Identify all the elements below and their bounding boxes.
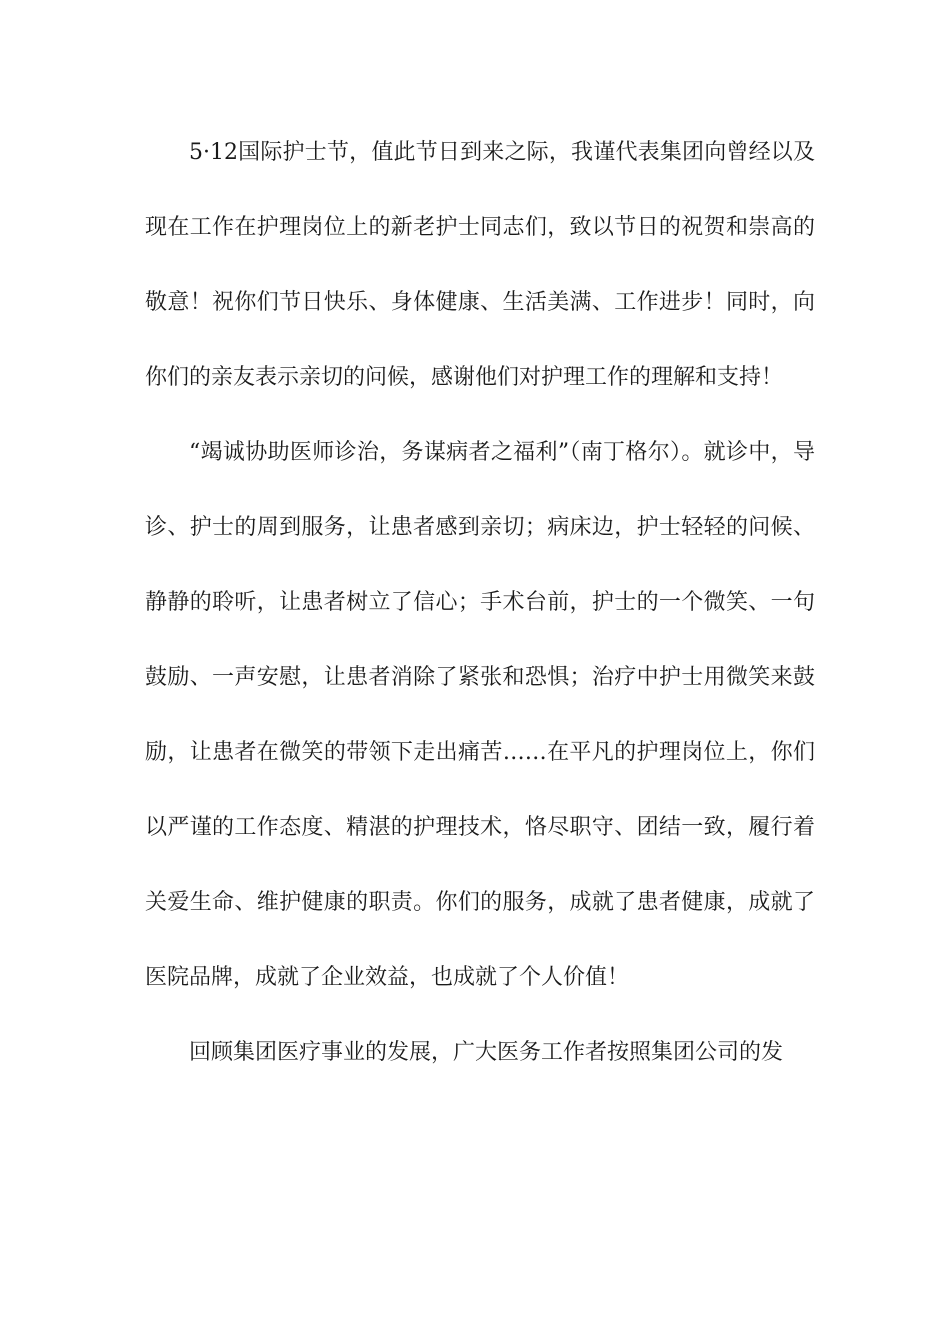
document-body — [145, 115, 815, 1090]
paragraph-greeting: 5·12国际护士节，值此节日到来之际，我谨代表集团向曾经以及现在工作在护理岗位上的新老护士同志们，致以节日的祝贺和崇高的敬意！祝你们节日快乐、身体健康、生活美满、工作进步！同时，向你们的亲友表示亲切的问候，感谢他们对护理工作的理解和支持！ — [145, 140, 815, 390]
paragraph-nightingale-quote: “竭诚协助医师诊治，务谋病者之福利”（南丁格尔）。就诊中，导诊、护士的周到服务，让患者感到亲切；病床边，护士轻轻的问候、静静的聆听，让患者树立了信心；手术台前，护士的一个微笑、一句鼓励、一声安慰，让患者消除了紧张和恐惧；治疗中护士用微笑来鼓励，让患者在微笑的带领下走出痛苦……在平凡的护理岗位上，你们以严谨的工作态度、精湛的护理技术，恪尽职守、团结一致，履行着关爱生命、维护健康的职责。你们的服务，成就了患者健康，成就了医院品牌，成就了企业效益，也成就了个人价值！ — [145, 440, 815, 990]
paragraph-review: 回顾集团医疗事业的发展，广大医务工作者按照集团公司的发 — [189, 1040, 784, 1065]
